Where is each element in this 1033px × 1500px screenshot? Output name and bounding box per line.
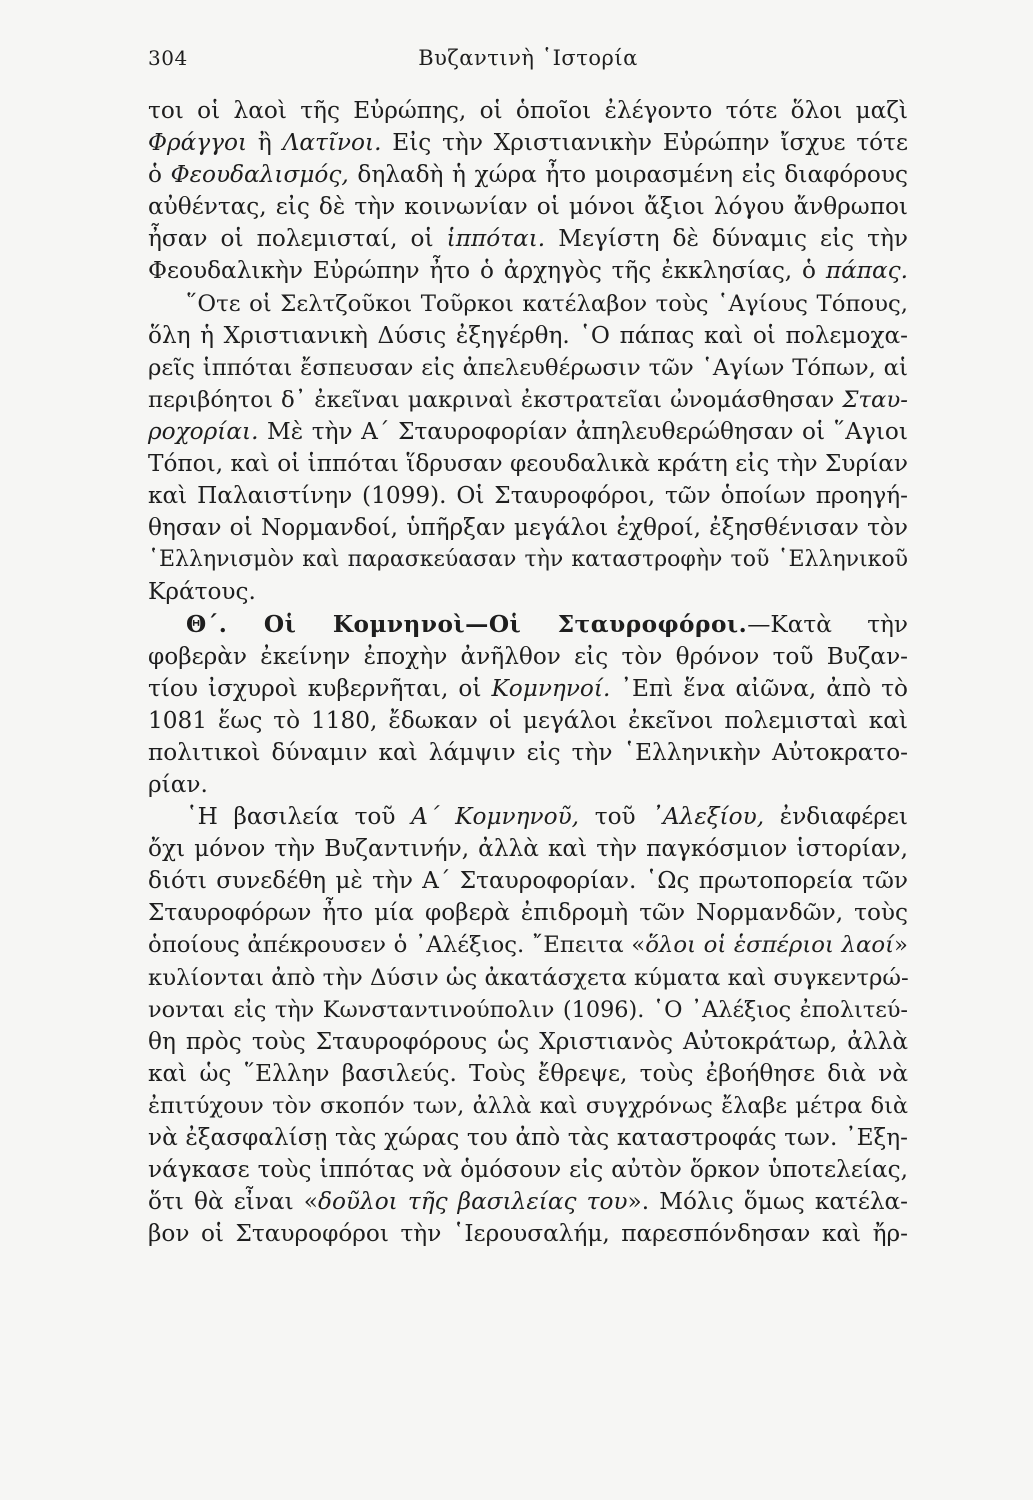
text-line: κυλίονται ἀπὸ τὴν Δύσιν ὡς ἀκατάσχετα κύματα καὶ συγκεντρώ- <box>148 964 909 991</box>
text-line: ἦσαν οἱ πολεμισταί, οἱ ἱππόται. Μεγίστη δὲ δύναμις εἰς τὴν <box>148 225 908 253</box>
text-line: τοι οἱ λαοὶ τῆς Εὐρώπης, οἱ ὁποῖοι ἐλέγοντο τότε ὅλοι μαζὶ <box>148 97 908 124</box>
section-heading: Θ΄. Οἱ Κομνηνοὶ—Οἱ Σταυροφόροι. <box>186 610 748 638</box>
text-line: Φράγγοι ἢ Λατῖνοι. Εἰς τὴν Χριστιανικὴν Εὐρώπην ἴσχυε τότε <box>148 129 908 157</box>
text-line: φοβερὰν ἐκείνην ἐποχὴν ἀνῆλθον εἰς τὸν θρόνον τοῦ Βυζαν- <box>148 642 908 670</box>
body-text <box>148 95 908 1250</box>
text-line: πολιτικοὶ δύναμιν καὶ λάμψιν εἰς τὴν ῾Ελληνικὴν Αὐτοκρατο- <box>148 738 908 766</box>
text-line: 1081 ἕως τὸ 1180, ἔδωκαν οἱ μεγάλοι ἐκεῖνοι πολεμισταὶ καὶ <box>148 706 908 734</box>
text-line: ἐπιτύχουν τὸν σκοπόν των, ἀλλὰ καὶ συγχρόνως ἔλαβε μέτρα διὰ <box>148 1092 908 1119</box>
page-number: 304 <box>148 46 188 70</box>
text-line: ρίαν. <box>148 770 208 798</box>
text-line: ῾Η βασιλεία τοῦ Α΄ Κομνηνοῦ, τοῦ ᾿Αλεξίου, ἐνδιαφέρει <box>186 803 908 831</box>
text-line: ὄχι μόνον τὴν Βυζαντινήν, ἀλλὰ καὶ τὴν παγκόσμιον ἱστορίαν, <box>148 835 908 863</box>
text-line: ὁ Φεουδαλισμός, δηλαδὴ ἡ χώρα ἦτο μοιρασμένη εἰς διαφόρους <box>148 161 908 189</box>
text-line: Τόποι, καὶ οἱ ἱππόται ἵδρυσαν φεουδαλικὰ κράτη εἰς τὴν Συρίαν <box>148 450 908 478</box>
text-line: διότι συνεδέθη μὲ τὴν Α΄ Σταυροφορίαν. ῾Ως πρωτοπορεία τῶν <box>148 867 908 895</box>
text-line: ὁποίους ἀπέκρουσεν ὁ ᾿Αλέξιος. ῎Επειτα «ὅλοι οἱ ἑσπέριοι λαοί» <box>148 932 908 959</box>
text-line: νονται εἰς τὴν Κωνσταντινούπολιν (1096). ῾Ο ᾿Αλέξιος ἐπολιτεύ- <box>148 996 908 1023</box>
text-line: καὶ Παλαιστίνην (1099). Οἱ Σταυροφόροι, τῶν ὁποίων προηγή- <box>148 482 908 510</box>
text-line: αὐθέντας, εἰς δὲ τὴν κοινωνίαν οἱ μόνοι ἄξιοι λόγου ἄνθρωποι <box>148 193 908 221</box>
text-line: Σταυροφόρων ἦτο μία φοβερὰ ἐπιδρομὴ τῶν Νορμανδῶν, τοὺς <box>148 899 908 927</box>
text-line: καὶ ὡς ῞Ελλην βασιλεύς. Τοὺς ἔθρεψε, τοὺς ἐβοήθησε διὰ νὰ <box>148 1059 908 1087</box>
section-heading-line: Θ΄. Οἱ Κομνηνοὶ—Οἱ Σταυροφόροι.—Κατὰ τὴν <box>186 610 909 638</box>
running-title: Βυζαντινὴ ῾Ιστορία <box>418 46 638 70</box>
text-line: ὅτι θὰ εἶναι «δοῦλοι τῆς βασιλείας του». Μόλις ὅμως κατέλα- <box>148 1188 909 1216</box>
text-line: βον οἱ Σταυροφόροι τὴν ῾Ιερουσαλήμ, παρεσπόνδησαν καὶ ἤρ- <box>148 1220 908 1248</box>
text-line: ρεῖς ἱππόται ἔσπευσαν εἰς ἀπελευθέρωσιν τῶν ῾Αγίων Τόπων, αἱ <box>148 354 908 381</box>
text-line: θησαν οἱ Νορμανδοί, ὑπῆρξαν μεγάλοι ἐχθροί, ἐξησθένισαν τὸν <box>148 514 908 542</box>
text-line: περιβόητοι δ᾽ ἐκεῖναι μακριναὶ ἐκστρατεῖαι ὠνομάσθησαν Σταυ- <box>148 386 908 413</box>
text-line: νὰ ἐξασφαλίσῃ τὰς χώρας του ἀπὸ τὰς καταστροφάς των. ᾿Εξη- <box>148 1124 908 1151</box>
page-header <box>148 46 908 76</box>
text-line: ῞Οτε οἱ Σελτζοῦκοι Τοῦρκοι κατέλαβον τοὺς ῾Αγίους Τόπους, <box>186 290 908 317</box>
text-line: ῾Ελληνισμὸν καὶ παρασκεύασαν τὴν καταστροφὴν τοῦ ῾Ελληνικοῦ <box>148 547 908 573</box>
text-line: νάγκασε τοὺς ἱππότας νὰ ὁμόσουν εἰς αὐτὸν ὅρκον ὑποτελείας, <box>148 1156 908 1184</box>
text-line: Κράτους. <box>148 578 256 606</box>
text-line: ὅλη ἡ Χριστιανικὴ Δύσις ἐξηγέρθη. ῾Ο πάπας καὶ οἱ πολεμοχα- <box>148 321 908 349</box>
text-line: ροχορίαι. Μὲ τὴν Α΄ Σταυροφορίαν ἀπηλευθερώθησαν οἱ ῞Αγιοι <box>148 417 908 445</box>
text-line: Φεουδαλικὴν Εὐρώπην ἦτο ὁ ἀρχηγὸς τῆς ἐκκλησίας, ὁ πάπας. <box>148 257 908 285</box>
text-line: τίου ἰσχυροὶ κυβερνῆται, οἱ Κομνηνοί. ᾿Επὶ ἕνα αἰῶνα, ἀπὸ τὸ <box>148 674 908 702</box>
text-line: θη πρὸς τοὺς Σταυροφόρους ὡς Χριστιανὸς Αὐτοκράτωρ, ἀλλὰ <box>148 1027 908 1055</box>
